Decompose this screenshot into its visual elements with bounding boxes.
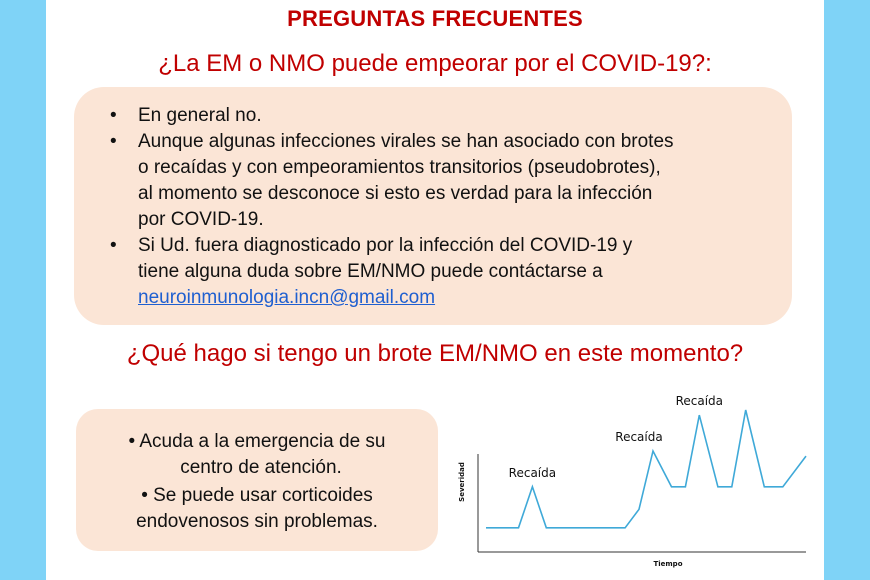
contact-email-link[interactable]: neuroinmunologia.incn@gmail.com: [138, 287, 436, 308]
answer-1-bullet: [110, 103, 760, 129]
answer-2-line: • Acuda a la emergencia de su: [128, 431, 386, 452]
relapse-label: Recaída: [508, 465, 557, 480]
question-2: ¿Qué hago si tengo un brote EM/NMO en este momento?: [126, 340, 744, 367]
answer-1-bullet: [110, 233, 760, 311]
answer-box-2: [76, 409, 438, 551]
bullet-line: Si Ud. fuera diagnosticado por la infección del COVID-19 y: [138, 235, 633, 256]
bullet-line: tiene alguna duda sobre EM/NMO puede contáctarse a: [138, 261, 603, 282]
answer-1-list: [110, 103, 760, 311]
answer-2-line: centro de atención.: [180, 457, 342, 478]
annotations: [509, 394, 723, 480]
relapse-chart: [456, 392, 818, 572]
question-1: ¿La EM o NMO puede empeorar por el COVID-19?:: [158, 50, 712, 77]
relapse-label: Recaída: [675, 394, 724, 409]
bullet-line: por COVID-19.: [138, 209, 264, 230]
answer-box-1: [74, 87, 792, 325]
answer-1-bullet: [110, 129, 760, 233]
answer-2-line: endovenosos sin problemas.: [136, 511, 378, 532]
faq-sheet: [46, 0, 824, 580]
answer-2-line: • Se puede usar corticoides: [141, 485, 373, 506]
bullet-line: al momento se desconoce si esto es verdad para la infección: [138, 183, 653, 204]
x-axis-label: Tiempo: [653, 560, 683, 568]
bullet-line: o recaídas y con empeoramientos transitorios (pseudobrotes),: [138, 157, 661, 178]
bullet-line: Aunque algunas infecciones virales se han asociado con brotes: [138, 131, 674, 152]
bullet-line: En general no.: [138, 105, 262, 126]
page-title: PREGUNTAS FRECUENTES: [287, 6, 583, 31]
y-axis-label: Severidad: [458, 462, 466, 502]
relapse-label: Recaída: [615, 430, 663, 444]
